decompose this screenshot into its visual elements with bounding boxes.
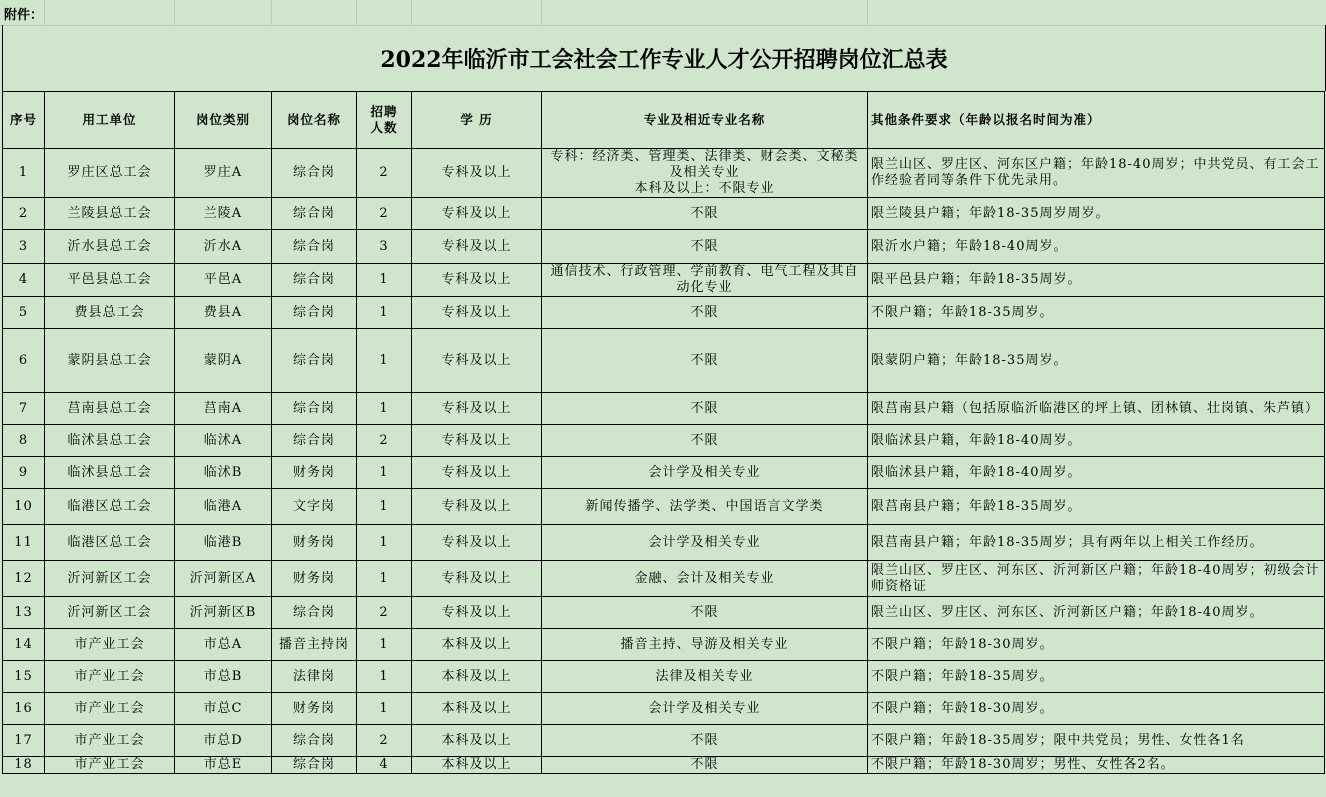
major-cell: 播音主持、导游及相关专业 (542, 629, 868, 661)
headcount-cell: 1 (357, 329, 412, 393)
headcount-cell: 1 (357, 297, 412, 329)
employer-cell: 蒙阴县总工会 (45, 329, 175, 393)
employer-cell: 市产业工会 (45, 629, 175, 661)
note-row (0, 0, 1326, 26)
position-cell: 综合岗 (272, 198, 357, 230)
attachment-note: 附件： (4, 8, 44, 23)
requirements-cell: 限平邑县户籍；年龄18-35周岁。 (868, 264, 1325, 297)
position-cell: 综合岗 (272, 329, 357, 393)
headcount-cell: 1 (357, 489, 412, 525)
requirements-cell: 不限户籍；年龄18-30周岁；男性、女性各2名。 (868, 757, 1325, 774)
headcount-cell: 2 (357, 425, 412, 457)
category-cell: 蒙阴A (175, 329, 272, 393)
headcount-cell: 2 (357, 725, 412, 757)
education-cell: 专科及以上 (412, 264, 542, 297)
headcount-cell: 1 (357, 264, 412, 297)
major-cell: 不限 (542, 425, 868, 457)
header-requirements-cell: 其他条件要求（年龄以报名时间为准） (868, 92, 1325, 149)
education-cell: 专科及以上 (412, 149, 542, 198)
positions-table (2, 91, 1325, 774)
education-cell: 专科及以上 (412, 489, 542, 525)
header-headcount-cell: 招聘 人数 (357, 92, 412, 149)
requirements-cell: 限兰山区、罗庄区、河东区、沂河新区户籍；年龄18-40周岁；初级会计师资格证 (868, 561, 1325, 597)
education-cell: 本科及以上 (412, 629, 542, 661)
requirements-cell: 不限户籍；年龄18-30周岁。 (868, 693, 1325, 725)
education-cell: 专科及以上 (412, 425, 542, 457)
grid-cell (356, 0, 412, 25)
table-row (3, 693, 1325, 725)
employer-cell: 市产业工会 (45, 661, 175, 693)
position-cell: 综合岗 (272, 725, 357, 757)
table-row (3, 661, 1325, 693)
requirements-cell: 限兰山区、罗庄区、河东区户籍；年龄18-40周岁；中共党员、有工会工作经验者同等条件下优先录用。 (868, 149, 1325, 198)
headcount-cell: 2 (357, 149, 412, 198)
employer-cell: 沂河新区工会 (45, 597, 175, 629)
employer-cell: 沂水县总工会 (45, 230, 175, 264)
seq-cell: 18 (3, 757, 45, 774)
table-title: 2022年临沂市工会社会工作专业人才公开招聘岗位汇总表 (380, 46, 948, 73)
category-cell: 费县A (175, 297, 272, 329)
title-row (2, 25, 1326, 91)
education-cell: 专科及以上 (412, 597, 542, 629)
major-cell: 不限 (542, 230, 868, 264)
headcount-cell: 1 (357, 393, 412, 425)
requirements-cell: 限莒南县户籍；年龄18-35周岁；具有两年以上相关工作经历。 (868, 525, 1325, 561)
position-cell: 文字岗 (272, 489, 357, 525)
header-education-cell: 学 历 (412, 92, 542, 149)
seq-cell: 3 (3, 230, 45, 264)
headcount-cell: 2 (357, 198, 412, 230)
category-cell: 市总B (175, 661, 272, 693)
education-cell: 专科及以上 (412, 393, 542, 425)
seq-cell: 16 (3, 693, 45, 725)
major-cell: 金融、会计及相关专业 (542, 561, 868, 597)
position-cell: 财务岗 (272, 457, 357, 489)
headcount-cell: 1 (357, 525, 412, 561)
employer-cell: 临沭县总工会 (45, 457, 175, 489)
header-major-cell: 专业及相近专业名称 (542, 92, 868, 149)
position-cell: 综合岗 (272, 149, 357, 198)
major-cell: 不限 (542, 198, 868, 230)
category-cell: 市总A (175, 629, 272, 661)
header-row (3, 92, 1325, 149)
employer-cell: 市产业工会 (45, 757, 175, 774)
education-cell: 本科及以上 (412, 725, 542, 757)
requirements-cell: 不限户籍；年龄18-35周岁。 (868, 661, 1325, 693)
major-cell: 不限 (542, 393, 868, 425)
headcount-cell: 1 (357, 693, 412, 725)
major-cell: 会计学及相关专业 (542, 693, 868, 725)
position-cell: 综合岗 (272, 297, 357, 329)
header-category-cell: 岗位类别 (175, 92, 272, 149)
employer-cell: 兰陵县总工会 (45, 198, 175, 230)
category-cell: 市总D (175, 725, 272, 757)
employer-cell: 市产业工会 (45, 693, 175, 725)
major-cell: 不限 (542, 757, 868, 774)
position-cell: 法律岗 (272, 661, 357, 693)
category-cell: 临沭A (175, 425, 272, 457)
employer-cell: 临港区总工会 (45, 525, 175, 561)
table-row (3, 457, 1325, 489)
grid-cell (44, 0, 175, 25)
requirements-cell: 限兰陵县户籍；年龄18-35周岁周岁。 (868, 198, 1325, 230)
employer-cell: 费县总工会 (45, 297, 175, 329)
requirements-cell: 不限户籍；年龄18-35周岁。 (868, 297, 1325, 329)
category-cell: 罗庄A (175, 149, 272, 198)
headcount-cell: 1 (357, 561, 412, 597)
headcount-cell: 1 (357, 629, 412, 661)
headcount-cell: 1 (357, 457, 412, 489)
category-cell: 临沭B (175, 457, 272, 489)
position-cell: 综合岗 (272, 230, 357, 264)
category-cell: 莒南A (175, 393, 272, 425)
seq-cell: 13 (3, 597, 45, 629)
employer-cell: 临港区总工会 (45, 489, 175, 525)
grid-cell (411, 0, 542, 25)
education-cell: 专科及以上 (412, 561, 542, 597)
requirements-cell: 限临沭县户籍，年龄18-40周岁。 (868, 425, 1325, 457)
major-cell: 会计学及相关专业 (542, 525, 868, 561)
table-row (3, 425, 1325, 457)
seq-cell: 15 (3, 661, 45, 693)
requirements-cell: 不限户籍；年龄18-35周岁；限中共党员；男性、女性各1名 (868, 725, 1325, 757)
seq-cell: 12 (3, 561, 45, 597)
table-row (3, 597, 1325, 629)
table-row (3, 230, 1325, 264)
table-row (3, 757, 1325, 774)
requirements-cell: 限临沭县户籍，年龄18-40周岁。 (868, 457, 1325, 489)
position-cell: 综合岗 (272, 425, 357, 457)
header-position-cell: 岗位名称 (272, 92, 357, 149)
education-cell: 专科及以上 (412, 525, 542, 561)
requirements-cell: 限沂水户籍；年龄18-40周岁。 (868, 230, 1325, 264)
table-row (3, 489, 1325, 525)
table-row (3, 149, 1325, 198)
headcount-cell: 4 (357, 757, 412, 774)
seq-cell: 11 (3, 525, 45, 561)
seq-cell: 9 (3, 457, 45, 489)
category-cell: 沂河新区A (175, 561, 272, 597)
education-cell: 专科及以上 (412, 329, 542, 393)
major-cell: 法律及相关专业 (542, 661, 868, 693)
table-row (3, 525, 1325, 561)
table-row (3, 198, 1325, 230)
requirements-cell: 限莒南县户籍；年龄18-35周岁。 (868, 489, 1325, 525)
category-cell: 临港B (175, 525, 272, 561)
grid-cell (541, 0, 868, 25)
position-cell: 综合岗 (272, 597, 357, 629)
requirements-cell: 限莒南县户籍（包括原临沂临港区的坪上镇、团林镇、壮岗镇、朱芦镇） (868, 393, 1325, 425)
category-cell: 市总C (175, 693, 272, 725)
category-cell: 兰陵A (175, 198, 272, 230)
seq-cell: 1 (3, 149, 45, 198)
major-cell: 专科：经济类、管理类、法律类、财会类、文秘类及相关专业 本科及以上：不限专业 (542, 149, 868, 198)
table-row (3, 629, 1325, 661)
employer-cell: 临沭县总工会 (45, 425, 175, 457)
table-row (3, 393, 1325, 425)
table-row (3, 329, 1325, 393)
grid-cell (174, 0, 272, 25)
header-employer-cell: 用工单位 (45, 92, 175, 149)
position-cell: 财务岗 (272, 561, 357, 597)
education-cell: 本科及以上 (412, 757, 542, 774)
employer-cell: 平邑县总工会 (45, 264, 175, 297)
education-cell: 本科及以上 (412, 693, 542, 725)
category-cell: 沂水A (175, 230, 272, 264)
position-cell: 综合岗 (272, 757, 357, 774)
seq-cell: 5 (3, 297, 45, 329)
seq-cell: 6 (3, 329, 45, 393)
requirements-cell: 限兰山区、罗庄区、河东区、沂河新区户籍；年龄18-40周岁。 (868, 597, 1325, 629)
position-cell: 财务岗 (272, 525, 357, 561)
employer-cell: 莒南县总工会 (45, 393, 175, 425)
seq-cell: 7 (3, 393, 45, 425)
grid-cell (271, 0, 357, 25)
category-cell: 沂河新区B (175, 597, 272, 629)
headcount-cell: 2 (357, 597, 412, 629)
position-cell: 综合岗 (272, 393, 357, 425)
category-cell: 平邑A (175, 264, 272, 297)
seq-cell: 4 (3, 264, 45, 297)
seq-cell: 14 (3, 629, 45, 661)
headcount-cell: 3 (357, 230, 412, 264)
category-cell: 市总E (175, 757, 272, 774)
education-cell: 专科及以上 (412, 457, 542, 489)
requirements-cell: 限蒙阴户籍；年龄18-35周岁。 (868, 329, 1325, 393)
major-cell: 不限 (542, 297, 868, 329)
education-cell: 专科及以上 (412, 297, 542, 329)
employer-cell: 沂河新区工会 (45, 561, 175, 597)
seq-cell: 8 (3, 425, 45, 457)
header-seq-cell: 序号 (3, 92, 45, 149)
category-cell: 临港A (175, 489, 272, 525)
major-cell: 通信技术、行政管理、学前教育、电气工程及其自动化专业 (542, 264, 868, 297)
major-cell: 会计学及相关专业 (542, 457, 868, 489)
employer-cell: 罗庄区总工会 (45, 149, 175, 198)
major-cell: 不限 (542, 725, 868, 757)
table-row (3, 561, 1325, 597)
major-cell: 不限 (542, 597, 868, 629)
employer-cell: 市产业工会 (45, 725, 175, 757)
education-cell: 专科及以上 (412, 198, 542, 230)
seq-cell: 10 (3, 489, 45, 525)
education-cell: 本科及以上 (412, 661, 542, 693)
table-row (3, 725, 1325, 757)
position-cell: 播音主持岗 (272, 629, 357, 661)
position-cell: 综合岗 (272, 264, 357, 297)
table-row (3, 264, 1325, 297)
position-cell: 财务岗 (272, 693, 357, 725)
major-cell: 不限 (542, 329, 868, 393)
seq-cell: 2 (3, 198, 45, 230)
major-cell: 新闻传播学、法学类、中国语言文学类 (542, 489, 868, 525)
headcount-cell: 1 (357, 661, 412, 693)
table-row (3, 297, 1325, 329)
requirements-cell: 不限户籍；年龄18-30周岁。 (868, 629, 1325, 661)
education-cell: 专科及以上 (412, 230, 542, 264)
seq-cell: 17 (3, 725, 45, 757)
